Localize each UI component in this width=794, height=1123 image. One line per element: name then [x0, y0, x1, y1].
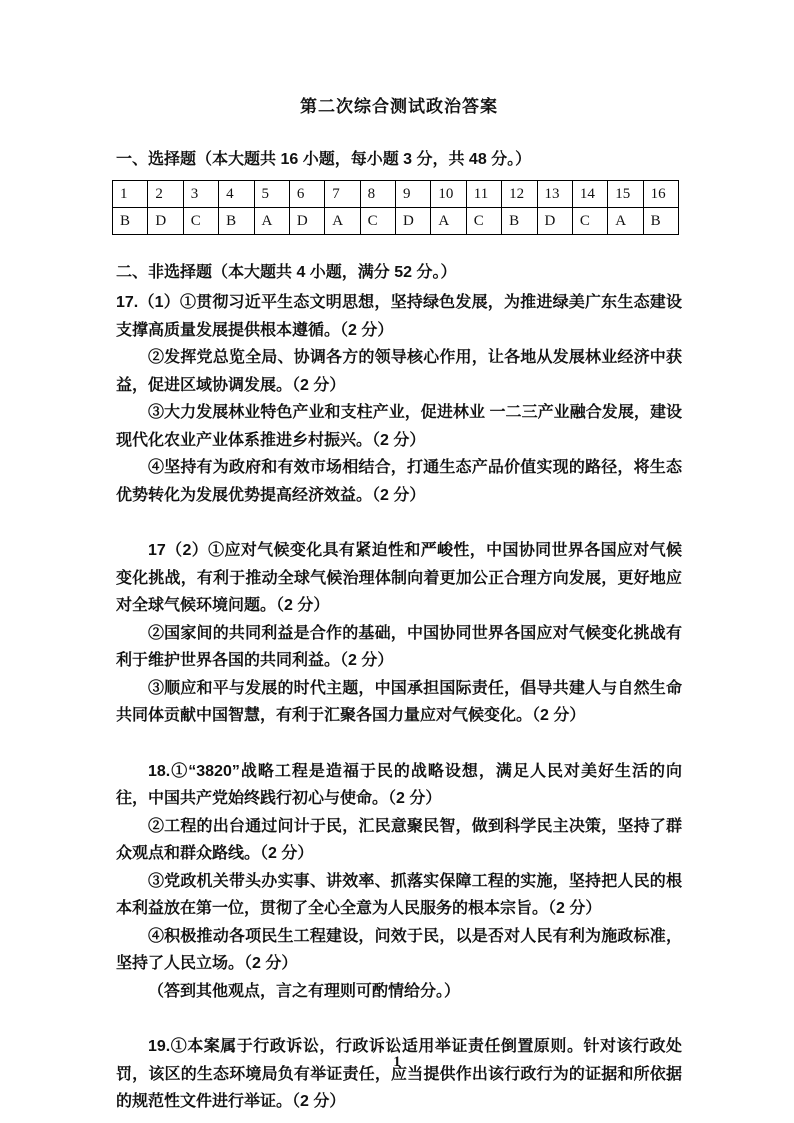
answer-paragraph: 17.（1）①贯彻习近平生态文明思想，坚持绿色发展，为推进绿美广东生态建设支撑高质量发展提供根本遵循。（2 分）	[116, 294, 682, 339]
answer-letter-cell: C	[466, 208, 501, 235]
answer-number-cell: 5	[254, 181, 289, 208]
answer-number-cell: 8	[360, 181, 395, 208]
answer-number-cell: 13	[537, 181, 572, 208]
answer-letter-cell: D	[148, 208, 183, 235]
answer-letter-cell: B	[113, 208, 148, 235]
answer-paragraph: 17（2）①应对气候变化具有紧迫性和严峻性，中国协同世界各国应对气候变化挑战，有利于推动全球气候治理体制向着更加公正合理方向发展，更好地应对全球气候环境问题。（2 分）	[116, 542, 682, 614]
answer-letter-cell: B	[502, 208, 537, 235]
answer-number-cell: 11	[466, 181, 501, 208]
answer-letter-cell: D	[537, 208, 572, 235]
answer-17-1	[116, 289, 682, 509]
answer-letter-cell: A	[254, 208, 289, 235]
answer-number-cell: 2	[148, 181, 183, 208]
answer-number-cell: 12	[502, 181, 537, 208]
answer-number-cell: 6	[289, 181, 324, 208]
answer-paragraph: （答到其他观点，言之有理则可酌情给分。）	[148, 982, 461, 1000]
answer-number-cell: 10	[431, 181, 466, 208]
answer-number-cell: 14	[572, 181, 607, 208]
answer-table-number-row	[113, 181, 679, 208]
free-response-section-heading: 二、非选择题（本大题共 4 小题，满分 52 分。）	[116, 264, 457, 281]
answer-19	[116, 1033, 682, 1116]
answer-number-cell: 1	[113, 181, 148, 208]
answer-paragraph: ②国家间的共同利益是合作的基础，中国协同世界各国应对气候变化挑战有利于维护世界各国的共同利益。（2 分）	[116, 624, 682, 669]
answer-letter-cell: C	[572, 208, 607, 235]
answer-letter-cell: C	[360, 208, 395, 235]
answer-number-cell: 7	[325, 181, 360, 208]
answer-paragraph: ④坚持有为政府和有效市场相结合，打通生态产品价值实现的路径，将生态优势转化为发展优势提高经济效益。（2 分）	[116, 459, 682, 504]
answer-paragraph: ③大力发展林业特色产业和支柱产业，促进林业 一二三产业融合发展，建设现代化农业产业体系推进乡村振兴。（2 分）	[116, 404, 682, 449]
answer-paragraph: ④积极推动各项民生工程建设，问效于民，以是否对人民有利为施政标准，坚持了人民立场。（2 分）	[116, 927, 682, 972]
answer-table	[112, 180, 679, 235]
answer-number-cell: 15	[608, 181, 643, 208]
page-number: 1	[393, 1054, 401, 1070]
answer-paragraph: ③党政机关带头办实事、讲效率、抓落实保障工程的实施，坚持把人民的根本利益放在第一位，贯彻了全心全意为人民服务的根本宗旨。（2 分）	[116, 872, 682, 917]
answer-letter-cell: A	[431, 208, 466, 235]
answer-letter-cell: C	[183, 208, 218, 235]
answer-letter-cell: D	[396, 208, 431, 235]
answer-letter-cell: A	[608, 208, 643, 235]
answer-number-cell: 3	[183, 181, 218, 208]
answer-letter-cell: B	[643, 208, 678, 235]
answer-paragraph: 19.①本案属于行政诉讼，行政诉讼适用举证责任倒置原则。针对该行政处罚，该区的生态环境局负有举证责任，应当提供作出该行政行为的证据和所依据的规范性文件进行举证。（2 分）	[116, 1038, 682, 1110]
answer-number-cell: 4	[219, 181, 254, 208]
answer-number-cell: 16	[643, 181, 678, 208]
answer-paragraph: ②工程的出台通过问计于民，汇民意聚民智，做到科学民主决策，坚持了群众观点和群众路线。（2 分）	[116, 817, 682, 862]
answer-paragraph: ②发挥党总览全局、协调各方的领导核心作用，让各地从发展林业经济中获益，促进区域协调发展。（2 分）	[116, 349, 682, 394]
free-response-answers	[116, 289, 682, 1116]
answer-letter-cell: B	[219, 208, 254, 235]
answer-letter-cell: A	[325, 208, 360, 235]
answer-letter-cell: D	[289, 208, 324, 235]
answer-paragraph: 18.①“3820”战略工程是造福于民的战略设想，满足人民对美好生活的向往，中国共产党始终践行初心与使命。（2 分）	[116, 762, 682, 807]
answer-18	[116, 758, 682, 1006]
answer-17-2	[116, 537, 682, 730]
choice-section-heading: 一、选择题（本大题共 16 小题，每小题 3 分，共 48 分。）	[116, 151, 532, 168]
answer-number-cell: 9	[396, 181, 431, 208]
document-title: 第二次综合测试政治答案	[300, 97, 498, 116]
answer-paragraph: ③顺应和平与发展的时代主题，中国承担国际责任，倡导共建人与自然生命共同体贡献中国智慧，有利于汇聚各国力量应对气候变化。（2 分）	[116, 679, 682, 724]
answer-table-letter-row	[113, 208, 679, 235]
